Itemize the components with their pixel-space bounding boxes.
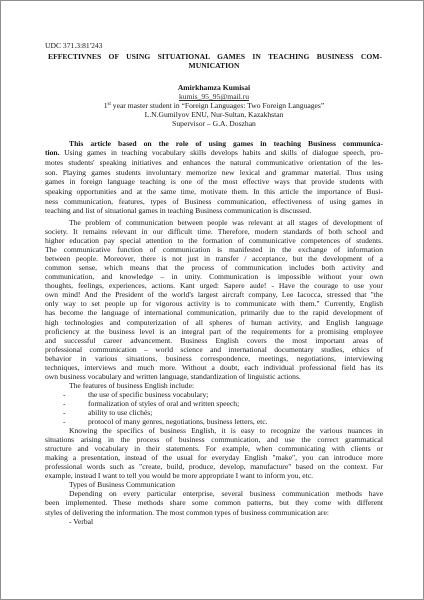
udc-code: UDC 371.3:81'243	[45, 41, 103, 50]
list-item-text: the use of specific business vocabulary;	[88, 389, 209, 399]
author-name: Amirkhamza Kumisai	[177, 83, 251, 92]
author-year-suffix: st	[107, 102, 111, 108]
text-line: been implemented. These methods share some common patterns, but they come with different	[45, 498, 383, 508]
text-line: own mind! And the President of the world's largest aircraft company, Lee Iacocca, stressed that "the	[45, 290, 383, 300]
text-line: and successful career advancement. Business English covers the most important areas of	[45, 335, 383, 345]
text-line: professional words such as "create, build, produce, develop, manufacture" based on the context. For	[45, 462, 383, 472]
abstract-text: teaching and list of situational games in teaching Business communication is discussed.	[45, 206, 312, 216]
abstract-bold-text: This article based on the role of using games in teaching Business communica-	[69, 138, 383, 148]
list-bullet: -	[63, 407, 66, 417]
text-line: professional communication – world science and international documentary studies, ethics of	[45, 344, 383, 354]
paragraph-business-english-specifics	[45, 426, 383, 480]
abstract-line	[45, 177, 383, 187]
text-line: Depending on every particular enterprise, several business communication methods have	[69, 489, 383, 499]
article-title	[45, 52, 383, 71]
author-affiliation: L.N.Gumilyov ENU, Nur-Sultan, Kazakhstan	[144, 110, 284, 120]
text-line: making a presentation, instead of the usual for everyday English "make", you can introduce more	[45, 453, 383, 463]
text-line: styles of delivering the information. The most common types of business communication are:	[45, 507, 329, 517]
abstract-text: games in foreign language teaching is one of the most effective ways that provide students with	[45, 177, 383, 187]
supervisor: Supervisor – G.A. Doszhan	[172, 119, 256, 129]
author-email-link[interactable]: kumis_95_95@mail.ru	[178, 92, 250, 102]
list-item-text: formalization of styles of oral and written speech;	[88, 398, 240, 408]
list-item-text: protocol of many genres, negotiations, business letters, etc.	[88, 417, 268, 427]
list-bullet: -	[63, 389, 66, 399]
text-line: has become the language of international communication, primarily due to the rapid development of	[45, 308, 383, 318]
list-item	[45, 399, 383, 408]
abstract-line	[45, 139, 383, 149]
text-line: between people. Moreover, there is not just in transfer / acceptance, but the development of a	[45, 254, 383, 264]
author-position	[45, 101, 383, 110]
abstract-text: motes students' speaking initiatives and enhances the natural communicative orientation of the les-	[45, 157, 383, 167]
text-line: The communicative function of communication is manifested in the exchange of information	[45, 245, 383, 255]
list-bullet: -	[63, 398, 66, 408]
paragraph-communication-methods	[45, 489, 383, 516]
abstract-text: speaking opportunities and at the same time, motivate them. In this article the importance of Busi-	[45, 186, 383, 196]
title-line: MUNICATION	[188, 60, 240, 70]
abstract-line	[45, 148, 383, 158]
text-line: communication, and knowledge – in unity. Communication is impossible without your own	[45, 272, 383, 282]
text-line: situations arising in the process of business communication, and use the correct grammatical	[45, 435, 383, 445]
text-line: structure and vocabulary in their statements. For example, when communicating with clients or	[45, 444, 383, 454]
list-item	[45, 417, 383, 426]
text-line: Knowing the specifics of business English, it is easy to recognize the various nuances in	[69, 426, 383, 436]
abstract-line	[45, 197, 383, 207]
article-body	[45, 218, 383, 526]
abstract-line	[45, 206, 383, 216]
paragraph-communication-problem	[45, 218, 383, 381]
types-heading: Types of Business Communication	[69, 480, 175, 490]
abstract-line	[45, 158, 383, 168]
abstract-text: son. Playing games students involuntary memorize new lexical and grammar material. Thus using	[45, 167, 383, 177]
text-line: society. It remains relevant in our difficult time. Therefore, modern standards of both school and	[45, 227, 383, 237]
abstract-text: ness communication, features, types of Business communication, effectiveness of using games in	[45, 196, 383, 206]
list-item-verbal: - Verbal	[69, 516, 94, 526]
text-line: example, instead I want to tell you would be more appropriate I want to inform you, etc.	[45, 471, 314, 481]
list-bullet: -	[63, 417, 66, 427]
business-english-features-list	[45, 390, 383, 426]
features-intro: The features of business English include:	[69, 380, 195, 390]
author-year: 1	[103, 101, 108, 111]
text-line: thoughts, feelings, experiences, actions. Kant urged: Sapere aude! - Have the courage to use your	[45, 281, 383, 291]
text-line: only way to set people up for vigorous activity is to communicate with them." Currently, English	[45, 299, 383, 309]
author-program: year master student in “Foreign Languages: Two Foreign Languages”	[110, 101, 325, 111]
author-email-row	[45, 92, 383, 101]
text-line: high technologies and computerization of all spheres of human activity, and English language	[45, 317, 383, 327]
text-line: higher education pay special attention to the formation of communicative competences of students.	[45, 236, 383, 246]
list-item	[45, 408, 383, 417]
text-line: proficiency at the business level is an integral part of the requirements for a promising employee	[45, 326, 383, 336]
author-block	[45, 83, 383, 128]
abstract-text: Using games in teaching vocabulary skills develops habits and skills of dialogue speech, pro-	[59, 148, 383, 158]
list-item	[45, 390, 383, 399]
abstract-bold-text: tion.	[45, 148, 60, 158]
text-line: common sense, which means that the process of communication includes both activity and	[45, 263, 383, 273]
list-item-text: ability to use clichés;	[88, 407, 153, 417]
abstract	[45, 139, 383, 217]
title-line: EFFECTIVNES OF USING SITUATIONAL GAMES IN TEACHING BUSINESS COM-	[48, 51, 382, 61]
text-line: The problem of communication between people was relevant at all stages of development of	[69, 218, 383, 227]
text-line: behavior in various situations, business correspondence, meetings, negotiations, interviewing	[45, 353, 383, 363]
abstract-line	[45, 187, 383, 197]
text-line: own business vocabulary and written language, standardization of linguistic actions.	[45, 371, 301, 381]
text-line: techniques, interviews and much more. Without a doubt, each individual professional field has its	[45, 362, 383, 372]
abstract-line	[45, 168, 383, 178]
